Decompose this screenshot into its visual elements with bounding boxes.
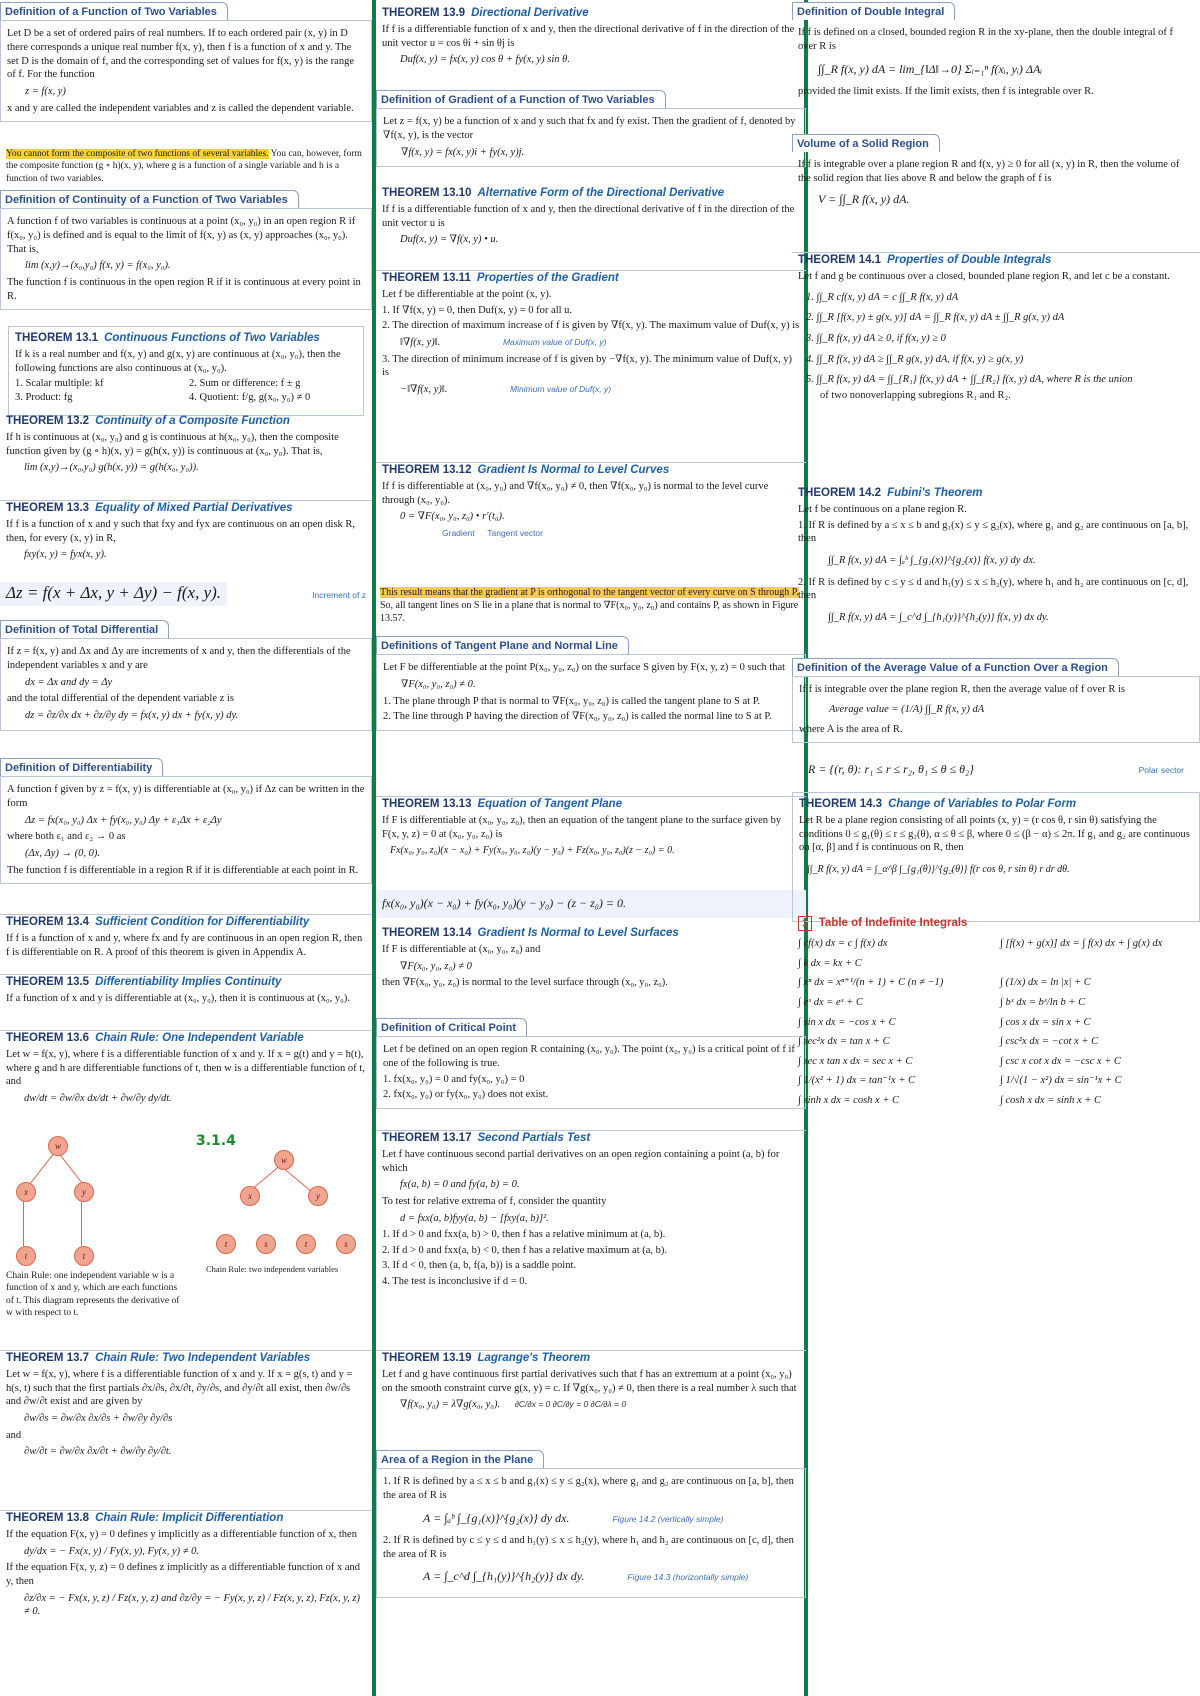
theorem-heading: THEOREM 13.9 Directional Derivative [382,7,589,19]
equation: dz = ∂z/∂x dx + ∂z/∂y dy = fx(x, y) dx + fy(x, y) dy. [25,709,239,721]
paragraph: and the total differential of the dependent variable z is [7,693,234,705]
theorem-heading: THEOREM 13.13 Equation of Tangent Plane [382,798,623,810]
node-t: t [296,1234,316,1254]
orthogonal-note [376,586,806,632]
theorem-items: 1. Scalar multiple: kf 3. Product: fg 2. Sum or difference: f ± g 4. Quotient: f/g, g(x₀, y₀) ≠ 0 [15,378,311,403]
equation: (Δx, Δy) → (0, 0). [25,847,101,859]
list-item: 1. If ∇f(x, y) = 0, then Duf(x, y) = 0 for all u. [382,304,573,316]
list-item: 1. The plane through P that is normal to ∇F(x₀, y₀, z₀) is called the tangent plane to S at P. [383,695,761,707]
node-s: s [256,1234,276,1254]
def-average-value [792,658,1200,756]
paragraph: If f is a function of x and y such that fxy and fyx are continuous on an open disk R, then, for every (x, y) in R, [6,518,356,544]
paragraph: Let D be a set of ordered pairs of real numbers. If to each ordered pair (x, y) in D there corresponds a unique real number f(x, y), then f is a function of x and y. The set D is the domain of f, and the corresponding set of values for f(x, y) is the range of f. For the function [7,28,354,81]
equation: Δz = f(x + Δx, y + Δy) − f(x, y). [0,582,227,606]
node-s: s [336,1234,356,1254]
equation: Δz = fx(x₀, y₀) Δx + fy(x₀, y₀) Δy + ε₁Δx + ε₂Δy [25,814,222,826]
paragraph: If f is a differentiable function of x and y, then the directional derivative of f in the direction of the unit vector u is [382,203,795,229]
theorem-13-10 [376,186,806,266]
paragraph: provided the limit exists. If the limit exists, then f is integrable over R. [798,86,1094,98]
theorem-heading: THEOREM 13.5 Differentiability Implies Continuity [6,976,282,988]
theorem-heading: THEOREM 13.3 Equality of Mixed Partial Derivatives [6,502,293,514]
section-body [0,20,372,122]
equation: Duf(x, y) = fx(x, y) cos θ + fy(x, y) sin θ. [400,54,570,66]
node-w: w [48,1136,68,1156]
theorem-13-19 [376,1350,806,1449]
paragraph: A function f given by z = f(x, y) is differentiable at (x₀, y₀) if Δz can be written in the form [7,784,365,809]
equation: lim (x,y)→(x₀,y₀) f(x, y) = f(x₀, y₀). [25,260,171,272]
theorem-13-12 [376,462,806,583]
theorem-heading: THEOREM 13.8 Chain Rule: Implicit Differentiation [6,1512,284,1524]
theorem-heading: THEOREM 13.10 Alternative Form of the Directional Derivative [382,187,725,199]
def-tangent-plane [376,636,806,792]
list-item: 1. ∫∫_R cf(x, y) dA = c ∫∫_R f(x, y) dA [806,291,959,303]
section-tab: Definition of a Function of Two Variables [0,2,228,20]
def-differentiability [0,758,372,910]
equation: ∫∫_R f(x, y) dA = lim_{‖Δ‖→0} Σᵢ₌₁ⁿ f(xᵢ, yᵢ) ΔAᵢ [818,61,1043,76]
theorem-13-6 [0,1030,372,1127]
theorem-heading: THEOREM 13.1 Continuous Functions of Two Variables [15,332,320,344]
list-item: 2. The line through P having the direction of ∇F(x₀, y₀, z₀) is called the normal line to S at P. [383,711,772,723]
section-tab: Definition of Continuity of a Function of Two Variables [0,190,299,208]
paragraph: If k is a real number and f(x, y) and g(x, y) are continuous at (x₀, y₀), then the following functions are also continuous at (x₀, y₀). [15,348,341,374]
tangent-plane-equation [376,890,806,922]
paragraph: To test for relative extrema of f, consider the quantity [382,1195,607,1207]
section-tab: Volume of a Solid Region [792,134,940,152]
paragraph: If F is differentiable at (x₀, y₀, z₀), then an equation of the tangent plane to the surface given by F(x, y, z) = 0 at (x₀, y₀, z₀) is [382,814,782,840]
section-tab: Area of a Region in the Plane [376,1450,544,1468]
def-total-differential [0,620,372,748]
node-w: w [274,1150,294,1170]
equation: fx(x₀, y₀)(x − x₀) + fy(x₀, y₀)(y − y₀) − (z − z₀) = 0. [376,890,806,918]
paragraph: then ∇F(x₀, y₀, z₀) is normal to the level surface through (x₀, y₀, z₀). [382,977,668,989]
integral-formula: ∫ 1/√(1 − x²) dx = sin⁻¹x + C [1000,1075,1122,1087]
equation: A = ∫ₐᵇ ∫_{g₁(x)}^{g₂(x)} dy dx. [423,1510,570,1525]
paragraph: The function f is continuous in the open region R if it is continuous at every point in R. [7,276,361,302]
equation: A = ∫_c^d ∫_{h₁(y)}^{h₂(y)} dx dy. [423,1569,585,1584]
equation: ∇F(x₀, y₀, z₀) ≠ 0. [401,678,476,690]
list-item: 2. If R is defined by c ≤ y ≤ d and h₁(y) ≤ x ≤ h₂(y), where h₁ and h₂ are continuous on [c, d], then [798,576,1189,602]
equation-note: Figure 14.3 (horizontally simple) [627,1572,749,1583]
theorem-13-2 [0,414,372,494]
def-critical-point [376,1018,806,1126]
theorem-heading: THEOREM 13.19 Lagrange's Theorem [382,1352,591,1364]
theorem-13-17 [376,1130,806,1347]
paragraph: If the equation F(x, y) = 0 defines y implicitly as a differentiable function of x, then [6,1528,357,1540]
paragraph: where both ε₁ and ε₂ → 0 as [7,831,126,843]
table-badge: 1 [798,916,812,931]
tree-one-variable [10,1136,120,1266]
paragraph: If f is integrable over a plane region R and f(x, y) ≥ 0 for all (x, y) in R, then the volume of the solid region that lies above R and below the graph of f is [798,159,1180,184]
section-body [0,638,372,730]
equation-note: Tangent vector [487,527,543,538]
node-y: y [74,1182,94,1202]
integral-formula: ∫ cf(x) dx = c ∫ f(x) dx [798,938,888,949]
paragraph: If F is differentiable at (x₀, y₀, z₀) and [382,943,541,955]
theorem-13-8 [0,1510,372,1696]
equation: −‖∇f(x, y)‖. [400,383,448,395]
paragraph: Let f and g be continuous over a closed, bounded plane region R, and let c be a constant. [798,270,1170,282]
paragraph: A function f of two variables is continuous at a point (x₀, y₀) in an open region R if f(x₀, y₀) is defined and is equal to the limit of f(x, y) as (x, y) approaches (x₀, y₀). That is, [7,216,356,255]
equation: ∇f(x, y) = fx(x, y)i + fy(x, y)j. [401,146,525,158]
theorem-13-4 [0,914,372,973]
paragraph: Let F be differentiable at the point P(x₀, y₀, z₀) on the surface S given by F(x, y, z) = 0 such that [383,662,786,674]
tree-two-variables [212,1150,362,1260]
caption-one-variable: Chain Rule: one independent variable w is a function of x and y, which are each functions of t. This diagram represents the derivative of w with respect to t. [6,1271,180,1319]
paragraph: If f is integrable over the plane region R, then the average value of f over R is [799,684,1125,696]
integral-formula: ∫ csc²x dx = −cot x + C [1000,1036,1099,1048]
list-item: 5. ∫∫_R f(x, y) dA = ∫∫_{R₁} f(x, y) dA + ∫∫_{R₂} f(x, y) dA, where R is the union [806,374,1133,386]
integral-formula: ∫ csc x cot x dx = −csc x + C [1000,1055,1121,1067]
list-item: 2. fx(x₀, y₀) or fy(x₀, y₀) does not exist. [383,1089,549,1101]
integral-formula: ∫ cos x dx = sin x + C [1000,1016,1091,1028]
list-item: 2. ∫∫_R [f(x, y) ± g(x, y)] dA = ∫∫_R f(x, y) dA ± ∫∫_R g(x, y) dA [806,312,1065,324]
equation: ∂z/∂x = − Fx(x, y, z) / Fz(x, y, z) and ∂z/∂y = − Fy(x, y, z) / Fz(x, y, z), Fz(x, y, z) ≠ 0. [24,1592,361,1618]
paragraph: If z = f(x, y) and Δx and Δy are increments of x and y, then the differentials of the independent variables x and y are [7,646,351,671]
theorem-heading: THEOREM 13.7 Chain Rule: Two Independent Variables [6,1352,311,1364]
equation-note: Figure 14.2 (vertically simple) [612,1513,724,1524]
equation: ∫∫_R f(x, y) dA = ∫ₐᵇ ∫_{g₁(x)}^{g₂(x)} f(x, y) dy dx. [828,554,1036,566]
theorem-13-11 [376,270,806,459]
increment-equation [0,582,372,616]
composite-note [0,148,372,188]
paragraph: Let f be differentiable at the point (x, y). [382,288,552,300]
def-continuity [0,190,372,322]
equation-note: Polar sector [1138,765,1184,775]
integral-formula: ∫ [f(x) + g(x)] dx = ∫ f(x) dx + ∫ g(x) dx [1000,938,1163,949]
theorem-13-1 [8,326,364,416]
paragraph: where A is the area of R. [799,723,903,735]
equation: z = f(x, y) [25,85,66,97]
list-item: 3. The direction of minimum increase of f is given by −∇f(x, y). The minimum value of Duf(x, y) is [382,353,793,379]
integral-formula: ∫ (1/x) dx = ln |x| + C [1000,977,1091,989]
paragraph: Let f be continuous on a plane region R. [798,503,967,515]
integral-formula: ∫ xⁿ dx = xⁿ⁺¹/(n + 1) + C (n ≠ −1) [798,977,944,989]
theorem-heading: THEOREM 14.1 Properties of Double Integrals [798,254,1052,266]
highlighted-text: You cannot form the composite of two functions of several variables. [6,149,269,159]
equation-note: ∂C/∂x = 0 ∂C/∂y = 0 ∂C/∂λ = 0 [514,1399,627,1410]
section-body [376,1036,806,1109]
section-tab: Definition of Differentiability [0,758,163,776]
integral-formula: ∫ sec x tan x dx = sec x + C [798,1055,913,1067]
list-item: 4. The test is inconclusive if d = 0. [382,1276,528,1288]
paragraph: If f is a function of x and y, where fx and fy are continuous in an open region R, then f is differentiable on R. A proof of this theorem is given in Appendix A. [6,932,363,958]
def-function-two-variables [0,2,372,144]
theorem-14-3 [792,792,1200,922]
node-y: y [308,1186,328,1206]
integral-table-grid [798,937,1194,1108]
section-tab: Definition of Double Integral [792,2,955,20]
equation: Average value = (1/A) ∫∫_R f(x, y) dA [829,703,985,715]
table-indefinite-integrals [792,916,1200,1206]
equation: dw/dt = ∂w/∂x dx/dt + ∂w/∂y dy/dt. [24,1092,172,1104]
equation: ∂w/∂s = ∂w/∂x ∂x/∂s + ∂w/∂y ∂y/∂s [24,1412,173,1424]
paragraph: If h is continuous at (x₀, y₀) and g is continuous at h(x₀, y₀), then the composite function given by (g ∘ h)(x, y) = g(h(x, y)) is continuous at (x₀, y₀). That is, [6,431,339,457]
paragraph: and [6,1429,22,1441]
theorem-heading: THEOREM 14.2 Fubini's Theorem [798,487,983,499]
section-tab: Definition of Critical Point [376,1018,527,1036]
paragraph: So, all tangent lines on S lie in a plane that is normal to ∇F(x₀, y₀, z₀) and contains P, as shown in Figure 13.57. [380,600,799,624]
volume-solid-region [792,134,1200,244]
equation: ‖∇f(x, y)‖. [400,336,441,348]
list-item: 2. If R is defined by c ≤ y ≤ d and h₁(y) ≤ x ≤ h₂(y), where h₁ and h₂ are continuous on [c, d], then the area of R is [383,1535,794,1560]
section-body [0,776,372,884]
equation: ∫∫_R f(x, y) dA = ∫_α^β ∫_{g₁(θ)}^{g₂(θ)} f(r cos θ, r sin θ) r dr dθ. [807,863,1070,875]
theorem-heading: THEOREM 13.12 Gradient Is Normal to Level Curves [382,464,670,476]
paragraph: Let z = f(x, y) be a function of x and y such that fx and fy exist. Then the gradient of f, denoted by ∇f(x, y), is the vector [383,116,796,141]
list-item: 1. If d > 0 and fxx(a, b) > 0, then f has a relative minimum at (a, b). [382,1229,666,1241]
theorem-14-1 [792,252,1200,483]
equation: dy/dx = − Fx(x, y) / Fy(x, y), Fy(x, y) ≠ 0. [24,1545,200,1557]
list-item: 2. The direction of maximum increase of f is given by ∇f(x, y). The maximum value of Duf(x, y) is [382,320,800,332]
theorem-13-7 [0,1350,372,1507]
theorem-heading: THEOREM 13.4 Sufficient Condition for Differentiability [6,916,310,928]
section-body [376,1468,806,1598]
integral-formula: ∫ 1/(x² + 1) dx = tan⁻¹x + C [798,1075,916,1087]
equation-note: Increment of z [312,590,366,600]
section-body [0,208,372,310]
chain-rule-diagrams [0,1130,372,1350]
integral-formula: ∫ eˣ dx = eˣ + C [798,996,863,1008]
node-t: t [74,1246,94,1266]
theorem-heading: THEOREM 13.2 Continuity of a Composite Function [6,415,290,427]
theorem-13-9 [376,6,806,86]
paragraph: If the equation F(x, y, z) = 0 defines z implicitly as a differentiable function of x and y, then [6,1562,361,1587]
integral-formula: ∫ cosh x dx = sinh x + C [1000,1095,1102,1107]
section-body [792,676,1200,743]
theorem-heading: THEOREM 14.3 Change of Variables to Polar Form [799,798,1077,810]
column-1 [0,0,372,1696]
section-body [376,108,806,167]
theorem-13-14 [376,926,806,1016]
theorem-heading: THEOREM 13.17 Second Partials Test [382,1132,591,1144]
equation: V = ∫∫_R f(x, y) dA. [818,191,910,206]
list-item: 1. If R is defined by a ≤ x ≤ b and g₁(x) ≤ y ≤ g₂(x), where g₁ and g₂ are continuous on [a, b], then [798,519,1189,545]
theorem-heading: THEOREM 13.6 Chain Rule: One Independent Variable [6,1032,304,1044]
section-body [376,654,806,731]
theorem-13-13 [376,796,806,887]
list-item: 3. If d < 0, then (a, b, f(a, b)) is a saddle point. [382,1260,576,1272]
paragraph: If f is defined on a closed, bounded region R in the xy-plane, then the double integral of f over R is [798,27,1173,52]
equation: ∇f(x₀, y₀) = λ∇g(x₀, y₀). [400,1399,501,1411]
integral-formula: ∫ bˣ dx = bˣ/ln b + C [1000,996,1086,1008]
column-2 [376,0,806,1696]
equation: dx = Δx and dy = Δy [25,676,113,688]
equation: fxy(x, y) = fyx(x, y). [24,549,107,561]
equation: d = fxx(a, b)fyy(a, b) − [fxy(a, b)]². [400,1212,549,1224]
section-tab: Definition of Total Differential [0,620,169,638]
integral-formula: ∫ k dx = kx + C [798,957,862,969]
equation: ∂w/∂t = ∂w/∂x ∂x/∂t + ∂w/∂y ∂y/∂t. [24,1446,172,1458]
equation: ∇F(x₀, y₀, z₀) ≠ 0 [400,960,472,972]
theorem-13-5 [0,974,372,1029]
table-title: Table of Indefinite Integrals [818,917,968,929]
node-t: t [16,1246,36,1266]
paragraph: If f is a differentiable function of x and y, then the directional derivative of f in the direction of the unit vector u = cos θi + sin θj is [382,23,795,49]
paragraph: Let f be defined on an open region R containing (x₀, y₀). The point (x₀, y₀) is a critical point of f if one of the following is true. [383,1044,795,1069]
def-double-integral [792,2,1200,130]
equation: fx(a, b) = 0 and fy(a, b) = 0. [400,1179,520,1191]
equation: Duf(x, y) = ∇f(x, y) • u. [400,234,499,246]
equation-note: Gradient [442,527,475,538]
paragraph: x and y are called the independent variables and z is called the dependent variable. [7,102,354,114]
equation: ∫∫_R f(x, y) dA = ∫_c^d ∫_{h₁(y)}^{h₂(y)} f(x, y) dx dy. [828,611,1049,623]
paragraph: If a function of x and y is differentiable at (x₀, y₀), then it is continuous at (x₀, y₀). [6,992,350,1004]
node-x: x [16,1182,36,1202]
section-tab: Definition of the Average Value of a Function Over a Region [792,658,1119,676]
node-x: x [240,1186,260,1206]
integral-formula [1000,957,1194,971]
equation: 0 = ∇F(x₀, y₀, z₀) • r′(t₀). [400,511,505,523]
section-tab: Definitions of Tangent Plane and Normal Line [376,636,629,654]
paragraph: Let f have continuous second partial derivatives on an open region containing a point (a, b) for which [382,1148,780,1174]
list-item: 4. ∫∫_R f(x, y) dA ≥ ∫∫_R g(x, y) dA, if f(x, y) ≥ g(x, y) [806,353,1024,365]
integral-formula: ∫ sinh x dx = cosh x + C [798,1095,900,1107]
theorem-14-2 [792,486,1200,658]
node-t: t [216,1234,236,1254]
area-region-plane [376,1450,806,1696]
theorem-heading: THEOREM 13.11 Properties of the Gradient [382,272,619,284]
theorem-heading: THEOREM 13.14 Gradient Is Normal to Level Surfaces [382,927,679,939]
paragraph: You can, however, form the composite function (g ∘ h)(x, y), where g is a function of a single variable and h is a function of two variables. [6,149,362,184]
def-gradient [376,90,806,182]
column-3 [792,0,1200,1696]
section-body [792,152,1200,217]
equation-note: Minimum value of Duf(x, y) [510,383,612,394]
paragraph: The function f is differentiable in a region R if it is differentiable at each point in R. [7,864,359,876]
list-item: 1. fx(x₀, y₀) = 0 and fy(x₀, y₀) = 0 [383,1073,525,1085]
list-item: 2. If d > 0 and fxx(a, b) < 0, then f has a relative maximum at (a, b). [382,1244,668,1256]
paragraph: Let w = f(x, y), where f is a differentiable function of x and y. If x = g(t) and y = h(t), where g and h are differentiable functions of t, then w is a differentiable function of t, and [6,1048,365,1088]
paragraph: Let w = f(x, y), where f is a differentiable function of x and y. If x = g(s, t) and y = h(s, t) such that the first partials ∂x/∂s, ∂x/∂t, ∂y/∂s, and ∂y/∂t all exist, then ∂w/∂s and ∂w/∂t exist and are given by [6,1368,353,1408]
theorem-13-3 [0,500,372,579]
paragraph: If f is differentiable at (x₀, y₀) and ∇f(x₀, y₀) ≠ 0, then ∇f(x₀, y₀) is normal to the level curve through (x₀, y₀). [382,480,769,506]
equation-note: Maximum value of Duf(x, y) [502,336,607,347]
section-tab: Definition of Gradient of a Function of Two Variables [376,90,666,108]
integral-formula: ∫ sin x dx = −cos x + C [798,1016,896,1028]
caption-two-variables: Chain Rule: two independent variables [206,1264,339,1274]
equation: Fx(x₀, y₀, z₀)(x − x₀) + Fy(x₀, y₀, z₀)(y − y₀) + Fz(x₀, y₀, z₀)(z − z₀) = 0. [390,845,675,857]
paragraph: of two nonoverlapping subregions R₁ and R₂. [820,389,1011,401]
section-body [792,20,1200,105]
paragraph: Let f and g have continuous first partial derivatives such that f has an extremum at a point (x₀, y₀) on the smooth constraint curve g(x, y) = c. If ∇g(x₀, y₀) ≠ 0, then there is a real number λ such that [382,1368,797,1394]
paragraph: Let R be a plane region consisting of all points (x, y) = (r cos θ, r sin θ) satisfying the conditions 0 ≤ g₁(θ) ≤ r ≤ g₂(θ), α ≤ θ ≤ β, where 0 ≤ (β − α) ≤ 2π. If g₁ and g₂ are continuous on [α, β] and f is continuous on R, then [799,814,1190,854]
polar-sector [792,762,1200,786]
table-heading [798,916,1194,931]
handwritten-note: 3.1.4 [196,1133,236,1149]
equation: lim (x,y)→(x₀,y₀) g(h(x, y)) = g(h(x₀, y₀)). [24,462,199,474]
integral-formula: ∫ sec²x dx = tan x + C [798,1036,890,1048]
equation: R = {(r, θ): r₁ ≤ r ≤ r₂, θ₁ ≤ θ ≤ θ₂} [808,762,974,776]
list-item: 1. If R is defined by a ≤ x ≤ b and g₁(x) ≤ y ≤ g₂(x), where g₁ and g₂ are continuous on [a, b], then the area of R is [383,1476,794,1501]
highlighted-text: This result means that the gradient at P is orthogonal to the tangent vector of every curve on S through P. [380,587,799,598]
list-item: 3. ∫∫_R f(x, y) dA ≥ 0, if f(x, y) ≥ 0 [806,332,946,344]
